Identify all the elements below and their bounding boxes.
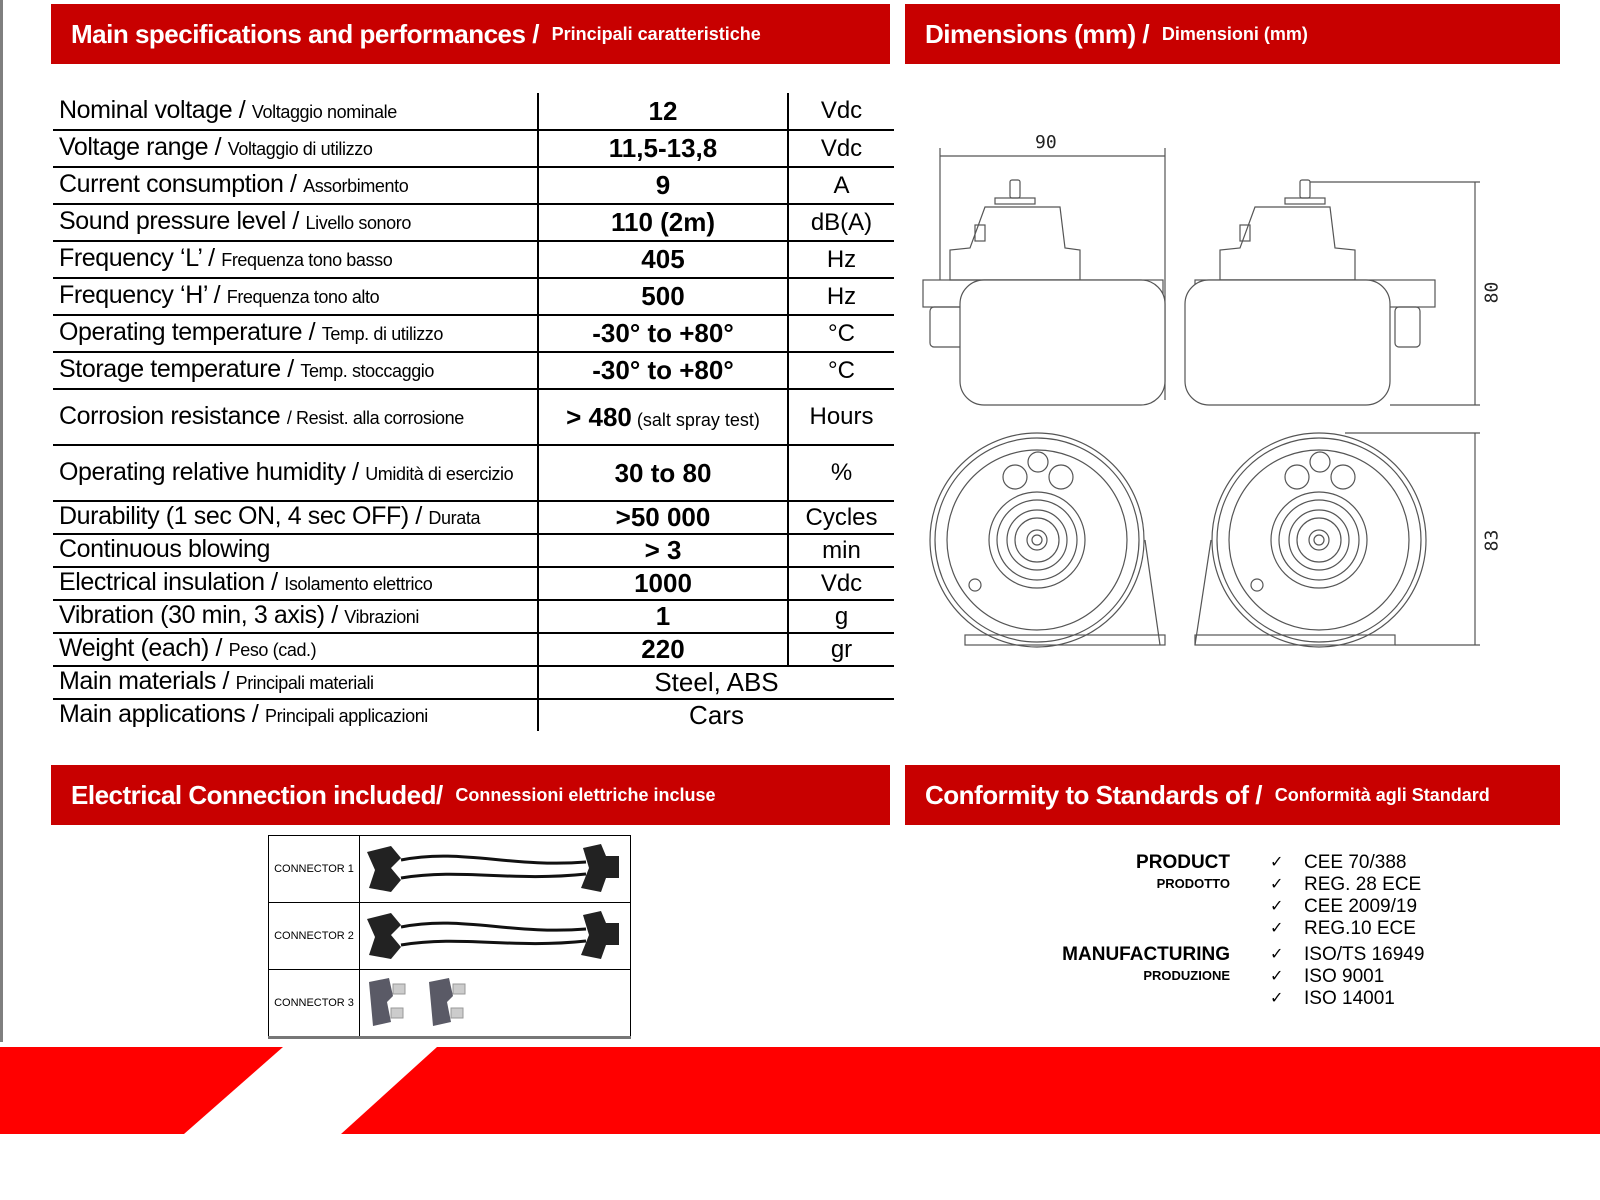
standard-item xyxy=(1270,918,1421,940)
spec-value xyxy=(538,130,788,167)
spec-row xyxy=(53,699,894,731)
footer-red-stripe xyxy=(0,1047,1600,1134)
spec-value-text: 11,5-13,8 xyxy=(608,133,718,163)
wire-harness-icon xyxy=(361,838,626,898)
spec-row xyxy=(53,167,894,204)
spec-label-en: Durability (1 sec ON, 4 sec OFF) / xyxy=(59,502,429,530)
spec-value-text: > 480 xyxy=(566,401,632,432)
dimension-height-side-label: 80 xyxy=(1481,281,1503,304)
conformity-section-header xyxy=(905,765,1560,825)
standards-list xyxy=(1270,944,1424,1010)
spec-value-text: 220 xyxy=(641,634,685,664)
spec-label-it: Principali materiali xyxy=(235,673,374,693)
standard-name: ISO/TS 16949 xyxy=(1304,944,1425,965)
spec-row xyxy=(53,278,894,315)
spec-unit: A xyxy=(788,167,894,204)
standard-name: ISO 9001 xyxy=(1304,966,1385,987)
spec-unit: Vdc xyxy=(788,130,894,167)
electrical-title: Electrical Connection included/ xyxy=(71,779,450,810)
spec-value xyxy=(538,204,788,241)
spec-label-en: Storage temperature / xyxy=(59,355,301,383)
spec-label-en: Nominal voltage / xyxy=(59,95,252,124)
connector-image xyxy=(360,836,631,903)
spec-value-note: (salt spray test) xyxy=(631,409,760,430)
spec-row xyxy=(53,352,894,389)
spec-label-en: Main materials / xyxy=(59,667,236,695)
conformity-standards xyxy=(1040,852,1490,1010)
spec-value-text: 405 xyxy=(641,244,685,274)
conformity-group xyxy=(1040,852,1490,940)
spec-label xyxy=(53,389,538,445)
standards-list xyxy=(1270,852,1421,940)
spec-label-it: Isolamento elettrico xyxy=(284,574,433,594)
spec-row xyxy=(53,389,894,445)
category-en: MANUFACTURING xyxy=(1062,944,1230,965)
connector-image xyxy=(360,903,631,970)
standard-name: CEE 70/388 xyxy=(1304,852,1407,873)
spec-label-it: Durata xyxy=(428,508,481,528)
spec-label xyxy=(53,699,538,731)
connector-row xyxy=(269,970,631,1038)
spec-label-it: Principali applicazioni xyxy=(265,706,428,726)
standard-item xyxy=(1270,896,1421,918)
conformity-group xyxy=(1040,944,1490,1010)
check-icon: ✓ xyxy=(1270,990,1284,1007)
spec-row xyxy=(53,315,894,352)
check-icon: ✓ xyxy=(1270,968,1284,985)
spec-label-en: Voltage range / xyxy=(59,133,228,161)
spec-value: Steel, ABS xyxy=(538,666,894,699)
dimension-height-front-label: 83 xyxy=(1481,529,1503,552)
spec-label-en: Vibration (30 min, 3 axis) / xyxy=(59,601,345,629)
standard-item xyxy=(1270,988,1424,1010)
check-icon: ✓ xyxy=(1270,876,1284,893)
spec-unit: % xyxy=(788,445,894,501)
spec-value xyxy=(538,315,788,352)
spec-row xyxy=(53,241,894,278)
spec-label-en: Current consumption / xyxy=(59,170,304,198)
spec-unit: dB(A) xyxy=(788,204,894,241)
dimension-width-label: 90 xyxy=(1035,132,1057,153)
spec-value xyxy=(538,241,788,278)
spec-unit: min xyxy=(788,534,894,567)
spec-unit: Vdc xyxy=(788,567,894,600)
spec-unit: Hz xyxy=(788,278,894,315)
standard-item xyxy=(1270,874,1421,896)
spec-value-text: 110 (2m) xyxy=(610,207,716,237)
spec-label xyxy=(53,445,538,501)
spec-label xyxy=(53,93,538,130)
spec-value xyxy=(538,352,788,389)
spec-value-text: -30° to +80° xyxy=(592,318,734,348)
spec-value-text: 1 xyxy=(655,601,671,631)
dimensions-title: Dimensions (mm) / xyxy=(925,18,1156,49)
spec-unit: Hours xyxy=(788,389,894,445)
spec-value xyxy=(538,389,788,445)
spec-unit: gr xyxy=(788,633,894,666)
spec-label-en: Frequency ‘L’ / xyxy=(59,244,222,272)
spec-label-en: Corrosion resistance xyxy=(59,401,287,430)
conformity-title: Conformity to Standards of / xyxy=(925,779,1269,810)
spec-value xyxy=(538,445,788,501)
spec-label xyxy=(53,633,538,666)
category-it: PRODOTTO xyxy=(1156,876,1230,891)
spec-unit: g xyxy=(788,600,894,633)
spec-label xyxy=(53,534,538,567)
dimensions-subtitle: Dimensioni (mm) xyxy=(1161,23,1308,44)
dimensions-section-header xyxy=(905,4,1560,64)
spec-row xyxy=(53,600,894,633)
conformity-category xyxy=(1040,944,1270,1010)
spec-row xyxy=(53,130,894,167)
spec-label xyxy=(53,501,538,534)
spec-label-it: Temp. stoccaggio xyxy=(300,361,435,381)
spec-label xyxy=(53,204,538,241)
spec-label-it: Livello sonoro xyxy=(305,213,411,233)
specs-title: Main specifications and performances / xyxy=(71,18,546,49)
connector-row xyxy=(269,903,631,970)
standard-name: REG. 28 ECE xyxy=(1304,874,1422,895)
spec-label xyxy=(53,315,538,352)
spec-value-text: 12 xyxy=(648,95,678,126)
connector-name: CONNECTOR 2 xyxy=(269,903,360,970)
spec-value-text: 9 xyxy=(655,170,671,200)
spec-value-text: 500 xyxy=(641,281,685,311)
spec-label-en: Electrical insulation / xyxy=(59,568,285,596)
spec-row xyxy=(53,445,894,501)
spec-row xyxy=(53,93,894,130)
left-margin-rule xyxy=(0,0,3,1042)
spec-label xyxy=(53,666,538,699)
check-icon: ✓ xyxy=(1270,920,1284,937)
spec-label-it: Assorbimento xyxy=(303,176,409,196)
spec-label-it: Frequenza tono alto xyxy=(226,287,380,307)
spec-label-en: Frequency ‘H’ / xyxy=(59,281,227,309)
electrical-section-header xyxy=(51,765,890,825)
spec-label-en: Operating relative humidity / xyxy=(59,457,366,486)
spec-label-it: Frequenza tono basso xyxy=(221,250,393,270)
spec-label-en: Continuous blowing xyxy=(59,535,271,563)
wire-harness-icon xyxy=(361,905,626,965)
spec-value: Cars xyxy=(538,699,894,731)
electrical-subtitle: Connessioni elettriche incluse xyxy=(455,784,716,805)
spec-label xyxy=(53,167,538,204)
spec-value xyxy=(538,501,788,534)
connector-row xyxy=(269,836,631,903)
spec-row xyxy=(53,633,894,666)
spec-label-it: Umidità di esercizio xyxy=(365,463,514,484)
spec-row xyxy=(53,534,894,567)
spec-value-text: 30 to 80 xyxy=(614,457,712,488)
spec-unit: °C xyxy=(788,315,894,352)
terminal-clip-icon xyxy=(361,972,481,1032)
check-icon: ✓ xyxy=(1270,898,1284,915)
spec-label-en: Operating temperature / xyxy=(59,318,322,346)
conformity-category xyxy=(1040,852,1270,940)
standard-name: ISO 14001 xyxy=(1304,988,1395,1009)
spec-row xyxy=(53,501,894,534)
spec-row xyxy=(53,567,894,600)
horn-technical-drawing-icon xyxy=(915,120,1515,670)
spec-label xyxy=(53,600,538,633)
spec-value-text: >50 000 xyxy=(615,502,711,532)
spec-label-it: Vibrazioni xyxy=(344,607,420,627)
spec-value xyxy=(538,534,788,567)
spec-unit: Hz xyxy=(788,241,894,278)
category-it: PRODUZIONE xyxy=(1143,968,1230,983)
connectors-table xyxy=(268,835,631,1039)
spec-label-it: Temp. di utilizzo xyxy=(321,324,444,344)
spec-label xyxy=(53,352,538,389)
spec-label-it: Peso (cad.) xyxy=(228,640,317,660)
spec-value-text: -30° to +80° xyxy=(592,355,734,385)
spec-label xyxy=(53,130,538,167)
spec-value xyxy=(538,633,788,666)
spec-label xyxy=(53,567,538,600)
spec-unit: Cycles xyxy=(788,501,894,534)
spec-label-it: / Resist. alla corrosione xyxy=(286,407,464,428)
spec-value xyxy=(538,567,788,600)
spec-label xyxy=(53,278,538,315)
standard-item xyxy=(1270,966,1424,988)
connector-name: CONNECTOR 3 xyxy=(269,970,360,1038)
standard-item xyxy=(1270,944,1424,966)
spec-label-it: Voltaggio di utilizzo xyxy=(227,139,373,159)
standard-name: CEE 2009/19 xyxy=(1304,896,1418,917)
spec-label-en: Sound pressure level / xyxy=(59,207,306,235)
standard-name: REG.10 ECE xyxy=(1304,918,1416,939)
spec-row xyxy=(53,666,894,699)
spec-value xyxy=(538,600,788,633)
specs-subtitle: Principali caratteristiche xyxy=(551,23,761,44)
spec-value xyxy=(538,93,788,130)
specs-section-header xyxy=(51,4,890,64)
check-icon: ✓ xyxy=(1270,854,1284,871)
spec-label-it: Voltaggio nominale xyxy=(251,101,397,122)
connector-image xyxy=(360,970,631,1038)
spec-unit: °C xyxy=(788,352,894,389)
check-icon: ✓ xyxy=(1270,946,1284,963)
conformity-subtitle: Conformità agli Standard xyxy=(1274,784,1490,805)
spec-value xyxy=(538,278,788,315)
spec-value xyxy=(538,167,788,204)
category-en: PRODUCT xyxy=(1136,852,1230,873)
spec-label xyxy=(53,241,538,278)
spec-label-en: Weight (each) / xyxy=(59,634,229,662)
connector-name: CONNECTOR 1 xyxy=(269,836,360,903)
dimensions-drawing xyxy=(915,120,1515,670)
spec-value-text: 1000 xyxy=(634,568,692,598)
specs-table xyxy=(53,93,894,731)
spec-row xyxy=(53,204,894,241)
spec-label-en: Main applications / xyxy=(59,700,266,728)
spec-value-text: > 3 xyxy=(644,535,682,565)
standard-item xyxy=(1270,852,1421,874)
spec-unit: Vdc xyxy=(788,93,894,130)
